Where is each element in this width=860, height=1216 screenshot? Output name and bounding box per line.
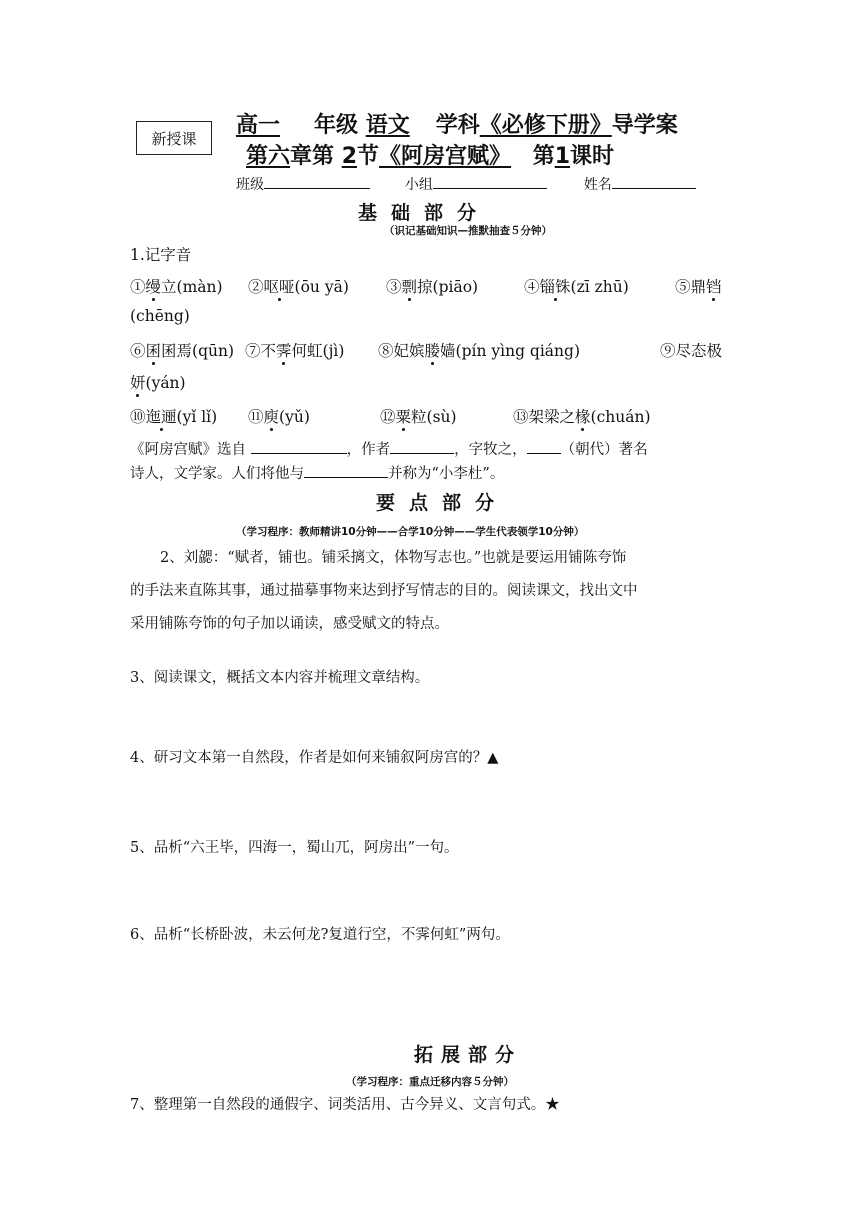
pron-item-10: ⑩迤逦(yǐ lǐ)	[130, 408, 218, 426]
poet-blank[interactable]	[304, 463, 388, 478]
pron-item-5: ⑤鼎铛	[675, 278, 722, 296]
chapter-label: 章第	[290, 144, 335, 169]
book-value: 《必修下册》	[479, 113, 612, 138]
title-line-2	[246, 139, 614, 170]
pron-item-3: ③剽掠(piāo)	[386, 278, 479, 296]
q5: 5、品析“六王毕，四海一，蜀山兀，阿房出”一句。	[130, 840, 459, 856]
q1-title: 1.记字音	[130, 246, 192, 264]
class-input[interactable]	[264, 174, 370, 189]
source-blank[interactable]	[251, 439, 347, 454]
fill-text-f: 并称为“小李杜”。	[388, 466, 505, 482]
q2-line-1: 2、刘勰：“赋者，铺也。铺采摛文，体物写志也。”也就是要运用铺陈夸饰	[160, 550, 627, 566]
basic-heading: 基础部分	[358, 202, 491, 224]
pron-item-2: ②呕哑(ōu yā)	[248, 278, 349, 296]
fill-line-1	[130, 438, 648, 459]
pron-item-11: ⑪庾(yǔ)	[248, 408, 310, 426]
key-note: （学习程序：教师精讲10分钟——合学10分钟——学生代表领学10分钟）	[236, 526, 585, 538]
text-title: 《阿房宫赋》	[379, 144, 512, 169]
pron-item-1: ①缦立(màn)	[130, 278, 223, 296]
pron-item-13: ⑬架梁之椽(chuán)	[513, 408, 651, 426]
name-input[interactable]	[612, 174, 696, 189]
title-suffix: 导学案	[611, 113, 678, 138]
q6: 6、品析“长桥卧波，未云何龙?复道行空，不霁何虹”两句。	[130, 927, 510, 943]
class-label: 班级	[236, 177, 264, 193]
q7: 7、整理第一自然段的通假字、词类活用、古今异义、文言句式。★	[130, 1097, 560, 1113]
basic-note: （识记基础知识—推默抽查５分钟）	[384, 225, 552, 237]
pron-item-12: ⑫粟粒(sù)	[380, 408, 457, 426]
grade-value: 高一	[236, 113, 281, 138]
author-blank[interactable]	[390, 439, 454, 454]
q4: 4、研习文本第一自然段，作者是如何来铺叙阿房宫的？▲	[130, 750, 499, 766]
fill-line-2	[130, 462, 504, 483]
pron-item-4: ④锱铢(zī zhū)	[524, 278, 629, 296]
fill-text-c: ，字牧之，	[454, 442, 527, 458]
fill-text-a: 《阿房宫赋》选自	[130, 442, 246, 458]
fill-text-d: （朝代）著名	[560, 442, 648, 458]
key-heading: 要点部分	[376, 492, 509, 514]
group-input[interactable]	[433, 174, 547, 189]
pron-item-8: ⑧妃嫔媵嫱(pín yìng qiáng)	[378, 342, 580, 360]
title-line-1	[236, 108, 678, 139]
q3: 3、阅读课文，概括文本内容并梳理文章结构。	[130, 670, 430, 686]
fill-text-b: ，作者	[346, 442, 391, 458]
subject-label: 学科	[435, 113, 480, 138]
chapter-value: 第六	[246, 144, 291, 169]
fill-text-e: 诗人，文学家。人们将他与	[130, 466, 304, 482]
lesson-type-badge: 新授课	[136, 121, 212, 155]
pron-item-9: ⑨尽态极	[660, 342, 723, 360]
section-label: 节	[357, 144, 380, 169]
dynasty-blank[interactable]	[527, 439, 561, 454]
name-label: 姓名	[583, 177, 612, 193]
info-fields	[236, 174, 696, 194]
section-value: 2	[341, 144, 358, 169]
lesson-suffix: 课时	[570, 144, 615, 169]
pron-item-6: ⑥囷囷焉(qūn)	[130, 342, 235, 360]
pron-item-5-cont: (chēng)	[130, 307, 190, 325]
lesson-label: 第	[532, 144, 555, 169]
ext-note: （学习程序：重点迁移内容５分钟）	[346, 1076, 514, 1088]
lesson-value: 1	[554, 144, 571, 169]
subject-value: 语文	[365, 113, 410, 138]
ext-heading: 拓展部分	[414, 1044, 523, 1066]
group-label: 小组	[404, 177, 433, 193]
pron-item-9-cont: 妍(yán)	[130, 374, 186, 392]
q2-line-2: 的手法来直陈其事，通过描摹事物来达到抒写情志的目的。阅读课文，找出文中	[130, 583, 638, 599]
q2-line-3: 采用铺陈夸饰的句子加以诵读，感受赋文的特点。	[130, 616, 449, 632]
grade-label: 年级	[314, 113, 359, 138]
pron-item-7: ⑦不霁何虹(jì)	[245, 342, 345, 360]
